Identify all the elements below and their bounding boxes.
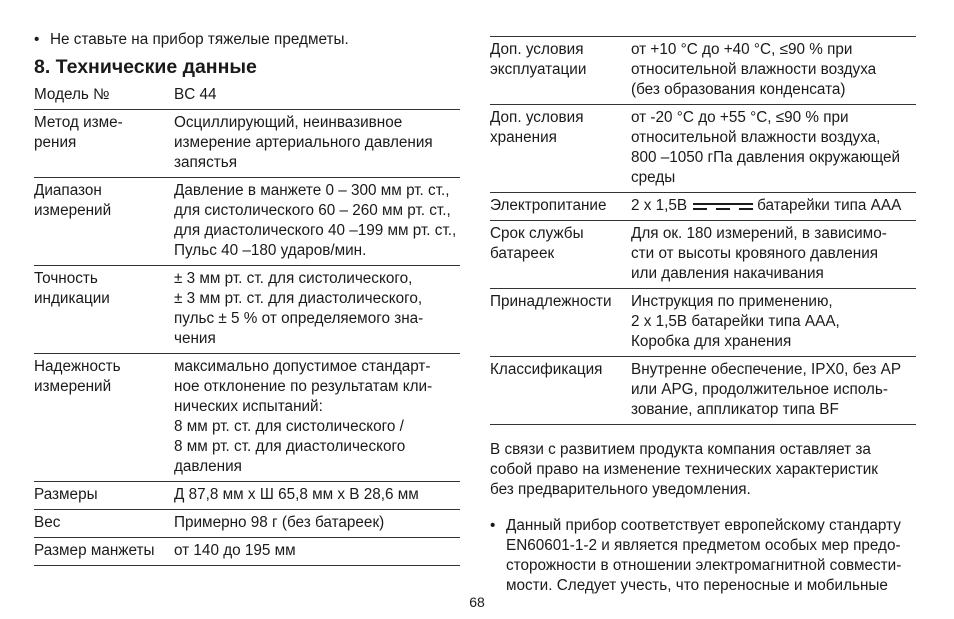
spec-value: Д 87,8 мм x Ш 65,8 мм x В 28,6 мм	[174, 486, 419, 503]
spec-row-cuff-size	[34, 538, 460, 566]
spec-key: Электропитание	[490, 197, 607, 214]
spec-row-accessories	[490, 289, 916, 357]
bullet-marker: •	[34, 31, 40, 48]
spec-row-model	[34, 82, 460, 110]
left-column	[34, 30, 460, 566]
spec-key: Точность индикации	[34, 270, 110, 307]
spec-key: Вес	[34, 514, 61, 531]
spec-row-operating-conditions	[490, 37, 916, 105]
spec-key: Доп. условия хранения	[490, 109, 584, 146]
spec-value: от +10 °C до +40 °C, ≤90 % при относительной влажности воздуха (без образования конденсата)	[631, 41, 877, 98]
spec-key: Размер манжеты	[34, 542, 155, 559]
spec-key: Срок службы батареек	[490, 225, 584, 262]
spec-row-dimensions	[34, 482, 460, 510]
dc-current-symbol-icon	[693, 202, 753, 210]
bullet-text: Не ставьте на прибор тяжелые предметы.	[50, 31, 349, 48]
spec-key: Метод изме- рения	[34, 114, 123, 151]
spec-value: Внутренне обеспечение, IPX0, без AP или APG, продолжительное исполь- зование, аппликатор типа BF	[631, 361, 902, 418]
power-value-suffix: батарейки типа AAA	[757, 197, 902, 214]
spec-row-accuracy	[34, 266, 460, 354]
spec-key: Диапазон измерений	[34, 182, 112, 219]
section-heading: 8. Технические данные	[34, 56, 257, 78]
spec-value: от 140 до 195 мм	[174, 542, 296, 559]
disclaimer-paragraph: В связи с развитием продукта компания оставляет за собой право на изменение технических характеристик без предварительного уведомления.	[490, 441, 878, 498]
spec-table-right	[490, 36, 916, 425]
standard-bullet	[490, 516, 916, 596]
spec-value: максимально допустимое стандарт- ное отклонение по результатам кли- нических испытаний: 8 мм рт. ст. для систолического / 8 мм рт. ст. для диастолического давления	[174, 358, 433, 475]
spec-row-weight	[34, 510, 460, 538]
spec-value: Инструкция по применению, 2 x 1,5В батарейки типа AAA, Коробка для хранения	[631, 293, 840, 350]
spec-key: Классификация	[490, 361, 603, 378]
spec-row-battery-life	[490, 221, 916, 289]
spec-value: Для ок. 180 измерений, в зависимо- сти от высоты кровяного давления или давления накачивания	[631, 225, 887, 282]
spec-row-method	[34, 110, 460, 178]
power-value-prefix: 2 x 1,5В	[631, 197, 688, 214]
spec-value: Примерно 98 г (без батареек)	[174, 514, 385, 531]
spec-row-reliability	[34, 354, 460, 482]
spec-value: BC 44	[174, 86, 217, 103]
spec-value: от -20 °C до +55 °C, ≤90 % при относительной влажности воздуха, 800 –1050 гПа давления окружающей среды	[631, 109, 901, 186]
spec-key: Доп. условия эксплуатации	[490, 41, 587, 78]
warning-bullet	[34, 30, 460, 50]
page-number: 68	[469, 594, 485, 610]
spec-row-power-supply	[490, 193, 916, 221]
spec-row-range	[34, 178, 460, 266]
spec-key: Размеры	[34, 486, 98, 503]
spec-key: Модель №	[34, 86, 110, 103]
spec-value: Давление в манжете 0 – 300 мм рт. ст., для систолического 60 – 260 мм рт. ст., для диастолического 40 –199 мм рт. ст., Пульс 40 –180 ударов/мин.	[174, 182, 457, 259]
spec-row-storage-conditions	[490, 105, 916, 193]
right-column	[490, 36, 916, 596]
spec-key: Надежность измерений	[34, 358, 121, 395]
spec-value: ± 3 мм рт. ст. для систолического, ± 3 мм рт. ст. для диастолического, пульс ± 5 % от определяемого зна- чения	[174, 270, 424, 347]
spec-key: Принадлежности	[490, 293, 612, 310]
spec-value	[631, 196, 916, 216]
spec-row-classification	[490, 357, 916, 425]
spec-value: Осциллирующий, неинвазивное измерение артериального давления запястья	[174, 114, 433, 171]
bullet-marker: •	[490, 517, 496, 534]
bullet-text: Данный прибор соответствует европейскому стандарту EN60601-1-2 и является предметом особых мер предо- сторожности в отношении электромагнитной совмести- мости. Следует учесть, что переносные и мобильные	[506, 517, 902, 594]
spec-table-left	[34, 82, 460, 566]
